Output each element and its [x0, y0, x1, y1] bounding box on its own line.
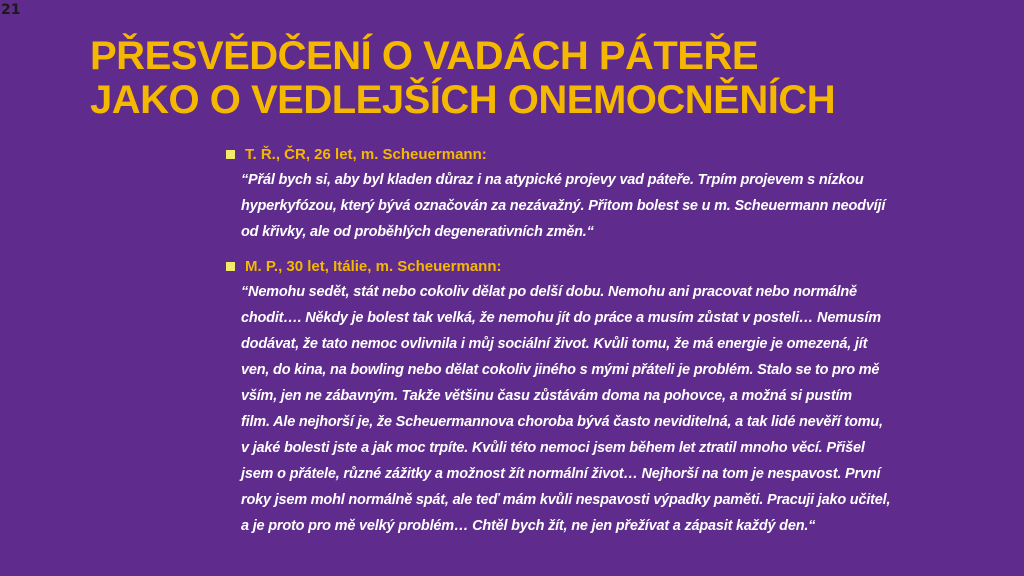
quote-line: v jaké bolesti jste a jak moc trpíte. Kvůli této nemoci jsem během let ztratil mnoho věcí. Přišel [241, 440, 865, 456]
quote-line: “Přál bych si, aby byl kladen důraz i na atypické projevy vad páteře. Trpím projevem s nízkou [241, 172, 864, 188]
quote-line: chodit…. Někdy je bolest tak velká, že nemohu jít do práce a musím zůstat v posteli… Nemusím [241, 310, 881, 326]
testimonial-entry [226, 255, 966, 539]
slide-title [90, 34, 990, 122]
quote-line: vším, jen ne zábavným. Takže většinu času zůstávám doma na pohovce, a možná si pustím [241, 388, 853, 404]
quote-line: hyperkyfózou, který bývá označován za nezávažný. Přitom bolest se u m. Scheuermann neodvíjí [241, 198, 886, 214]
slide-title-line: JAKO O VEDLEJŠÍCH ONEMOCNĚNÍCH [90, 78, 836, 122]
quote-line: “Nemohu sedět, stát nebo cokoliv dělat po delší dobu. Nemohu ani pracovat nebo normálně [241, 284, 857, 300]
testimonial-header [226, 255, 966, 277]
square-bullet-icon [226, 262, 235, 271]
quote-line: film. Ale nejhorší je, že Scheuermannova choroba bývá často neviditelná, a tak lidé nevěří tomu, [241, 414, 883, 430]
testimonials-list [226, 143, 966, 549]
quote-line: dodávat, že tato nemoc ovlivnila i můj sociální život. Kvůli tomu, že má energie je omezená, jít [241, 336, 868, 352]
slide-number: 21 [1, 2, 21, 18]
testimonial-author: M. P., 30 let, Itálie, m. Scheuermann: [245, 257, 502, 275]
testimonial-entry [226, 143, 966, 245]
testimonial-header [226, 143, 966, 165]
square-bullet-icon [226, 150, 235, 159]
quote-line: jsem o přátele, různé zážitky a možnost žít normální život… Nejhorší na tom je nespavost. První [241, 466, 881, 482]
testimonial-author: T. Ř., ČR, 26 let, m. Scheuermann: [245, 145, 487, 163]
testimonial-quote [241, 279, 966, 539]
quote-line: od křivky, ale od proběhlých degenerativních změn.“ [241, 224, 594, 240]
quote-line: ven, do kina, na bowling nebo dělat cokoliv jiného s mými přáteli je problém. Stalo se to pro mě [241, 362, 880, 378]
quote-line: a je proto pro mě velký problém… Chtěl bych žít, ne jen přežívat a zápasit každý den.“ [241, 518, 816, 534]
testimonial-quote [241, 167, 966, 245]
slide-title-line: PŘESVĚDČENÍ O VADÁCH PÁTEŘE [90, 34, 759, 78]
quote-line: roky jsem mohl normálně spát, ale teď mám kvůli nespavosti výpadky paměti. Pracuji jako učitel, [241, 492, 891, 508]
